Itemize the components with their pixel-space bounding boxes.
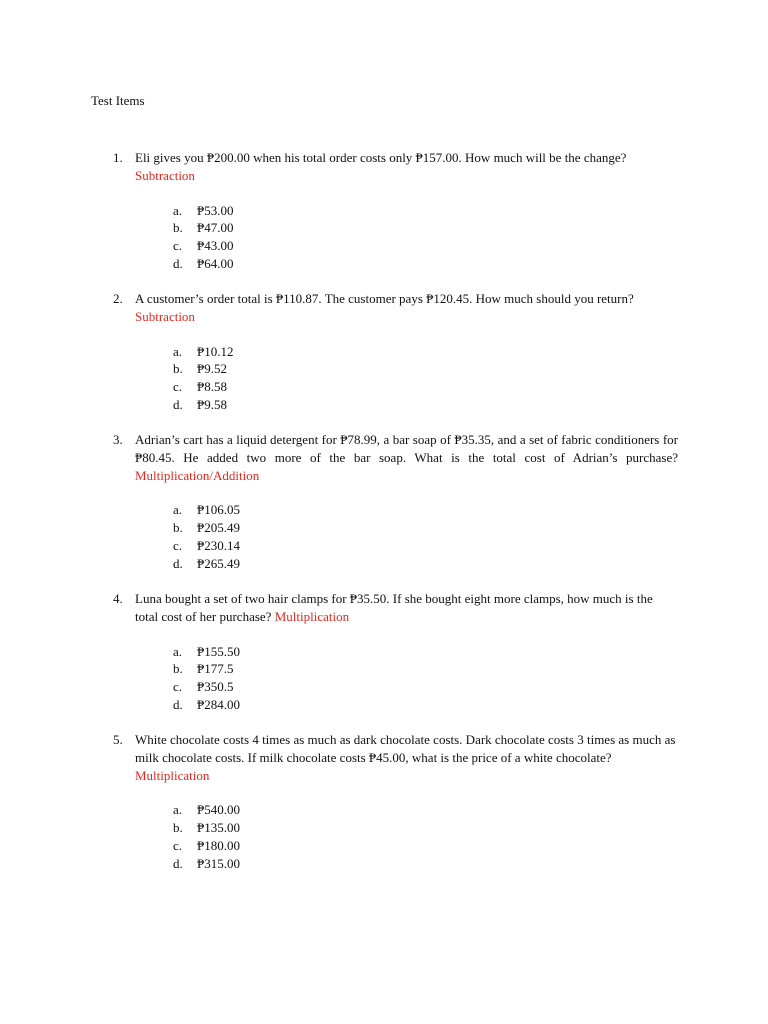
option-value: ₱53.00: [197, 202, 234, 218]
option-letter: c.: [173, 537, 183, 553]
option-letter: d.: [173, 255, 183, 271]
page-title: Test Items: [91, 93, 145, 108]
option-b: [173, 219, 678, 237]
option-a: [173, 801, 678, 819]
option-letter: d.: [173, 855, 183, 871]
question-number: 4.: [113, 591, 123, 606]
question-3: [113, 431, 678, 589]
answer-options: [173, 202, 678, 273]
option-value: ₱350.5: [197, 679, 234, 695]
option-letter: d.: [173, 555, 183, 571]
option-letter: a.: [173, 802, 183, 818]
question-text: Eli gives you ₱200.00 when his total order costs only ₱157.00. How much will be the change?: [135, 150, 627, 165]
option-letter: b.: [173, 220, 183, 236]
option-d: [173, 855, 678, 873]
option-letter: c.: [173, 837, 183, 853]
option-value: ₱177.5: [197, 661, 234, 677]
option-letter: b.: [173, 661, 183, 677]
option-value: ₱47.00: [197, 220, 234, 236]
question-tag: Multiplication/Addition: [135, 467, 260, 483]
question-text: Luna bought a set of two hair clamps for ₱35.50. If she bought eight more clamps, how much is the total cost of her purchase?: [135, 591, 653, 624]
option-d: [173, 255, 678, 273]
option-b: [173, 660, 678, 678]
option-value: ₱135.00: [197, 820, 240, 836]
question-tag: Multiplication: [274, 608, 350, 624]
option-letter: a.: [173, 502, 183, 518]
answer-options: [173, 343, 678, 414]
option-value: ₱9.58: [197, 396, 227, 412]
option-letter: c.: [173, 679, 183, 695]
option-value: ₱265.49: [197, 555, 240, 571]
option-b: [173, 819, 678, 837]
option-value: ₱64.00: [197, 255, 234, 271]
question-text: A customer’s order total is ₱110.87. The customer pays ₱120.45. How much should you return?: [135, 291, 634, 306]
option-value: ₱43.00: [197, 238, 234, 254]
option-c: [173, 378, 678, 396]
option-c: [173, 837, 678, 855]
option-value: ₱155.50: [197, 643, 240, 659]
question-2: [113, 290, 678, 430]
option-letter: a.: [173, 643, 183, 659]
option-value: ₱106.05: [197, 502, 240, 518]
option-c: [173, 678, 678, 696]
question-1: [113, 149, 678, 289]
question-tag: Subtraction: [135, 308, 195, 324]
answer-options: [173, 801, 678, 872]
question-5: [113, 731, 678, 889]
option-value: ₱9.52: [197, 361, 227, 377]
option-letter: c.: [173, 379, 183, 395]
option-a: [173, 343, 678, 361]
option-value: ₱230.14: [197, 537, 240, 553]
option-b: [173, 519, 678, 537]
option-letter: d.: [173, 396, 183, 412]
question-text: Adrian’s cart has a liquid detergent for ₱78.99, a bar soap of ₱35.35, and a set of fabric conditioners for ₱80.45. He added two more of the bar soap. What is the total cost of Adrian’s purchase?: [135, 432, 678, 465]
option-c: [173, 537, 678, 555]
question-tag: Multiplication: [135, 767, 210, 783]
question-number: 2.: [113, 291, 123, 306]
option-value: ₱284.00: [197, 696, 240, 712]
option-letter: c.: [173, 238, 183, 254]
option-d: [173, 696, 678, 714]
option-letter: a.: [173, 202, 183, 218]
option-letter: d.: [173, 696, 183, 712]
option-letter: b.: [173, 520, 183, 536]
question-tag: Subtraction: [135, 167, 195, 183]
option-a: [173, 202, 678, 220]
answer-options: [173, 643, 678, 714]
question-number: 3.: [113, 432, 123, 447]
option-a: [173, 501, 678, 519]
question-number: 5.: [113, 732, 123, 747]
option-value: ₱540.00: [197, 802, 240, 818]
answer-options: [173, 501, 678, 572]
option-value: ₱180.00: [197, 837, 240, 853]
option-d: [173, 555, 678, 573]
option-c: [173, 237, 678, 255]
option-letter: a.: [173, 343, 183, 359]
option-d: [173, 396, 678, 414]
option-letter: b.: [173, 361, 183, 377]
option-b: [173, 360, 678, 378]
question-4: [113, 590, 678, 730]
option-value: ₱315.00: [197, 855, 240, 871]
option-a: [173, 643, 678, 661]
question-number: 1.: [113, 150, 123, 165]
option-value: ₱10.12: [197, 343, 234, 359]
option-letter: b.: [173, 820, 183, 836]
question-text: White chocolate costs 4 times as much as dark chocolate costs. Dark chocolate costs 3 times as much as milk chocolate costs. If milk chocolate costs ₱45.00, what is the price of a white chocolate?: [135, 732, 676, 765]
option-value: ₱205.49: [197, 520, 240, 536]
option-value: ₱8.58: [197, 379, 227, 395]
